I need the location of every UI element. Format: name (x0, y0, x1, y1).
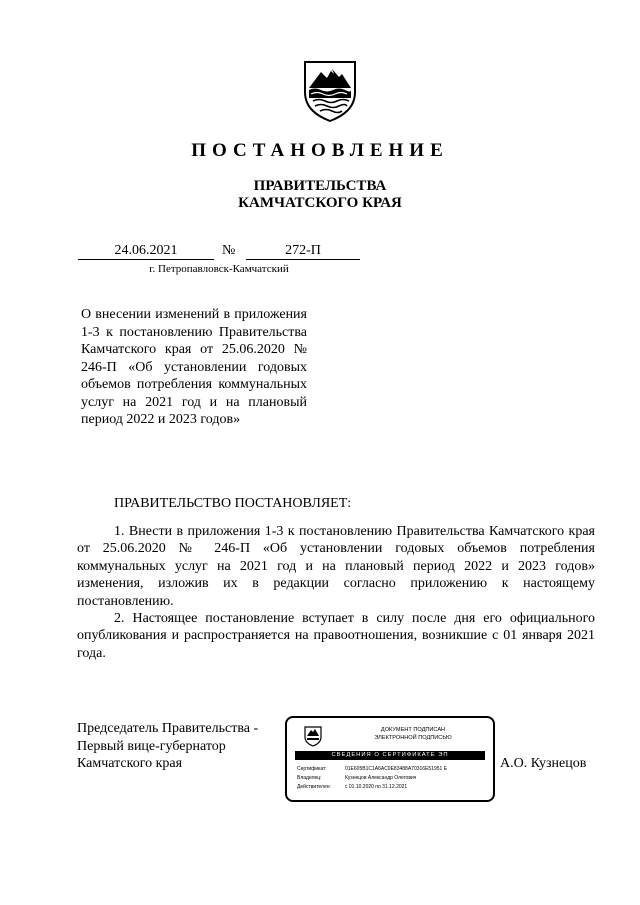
stamp-row-value: с 01.10.2020 по 31.12.2021 (345, 784, 408, 790)
stamp-row-value: Кузнецов Александр Олегович (345, 775, 417, 781)
paragraph-2: 2. Настоящее постановление вступает в силу после дня его официального опубликования и распространяется на правоотношения, возникшие с 01 января 2021 года. (77, 611, 595, 661)
date-underline (78, 259, 214, 260)
stamp-title (333, 727, 493, 742)
decree-heading: ПРАВИТЕЛЬСТВО ПОСТАНОВЛЯЕТ: (114, 496, 352, 511)
registration-line (78, 243, 360, 261)
number-sign: № (222, 243, 236, 258)
stamp-row-label: Действителен: (297, 784, 331, 790)
document-date: 24.06.2021 (114, 243, 178, 258)
signatory-position-line-3: Камчатского края (77, 756, 183, 771)
signatory-name: А.О. Кузнецов (500, 756, 587, 771)
stamp-row-label: Сертификат: (297, 766, 327, 772)
signatory-position-line-2: Первый вице-губернатор (77, 738, 226, 754)
number-underline (246, 259, 360, 260)
stamp-certificate-band: СВЕДЕНИЯ О СЕРТИФИКАТЕ ЭП (295, 751, 485, 760)
city-name: г. Петропавловск-Камчатский (149, 263, 289, 275)
paragraph-1: 1. Внести в приложения 1-3 к постановлению Правительства Камчатского края от 25.06.2020 № 246-П «Об установлении годовых объемов потребления коммунальных услуг на 2021 год и на плановый период 2022 и 2023 годов» изменения, изложив их в редакции согласно приложению к настоящему постановлению. (77, 524, 595, 609)
issuer-line-1: ПРАВИТЕЛЬСТВА (253, 178, 387, 194)
document-number: 272-П (285, 243, 321, 258)
stamp-emblem-icon (303, 725, 323, 747)
coat-of-arms-emblem (301, 58, 359, 124)
stamp-title-line-1: ДОКУМЕНТ ПОДПИСАН (380, 727, 446, 733)
stamp-title-line-2: ЭЛЕКТРОННОЙ ПОДПИСЬЮ (374, 734, 452, 741)
signatory-position-line-1: Председатель Правительства - (77, 721, 259, 736)
issuer-title (0, 178, 640, 212)
stamp-row-value: 01E605B1C1A6AC0E83488A70316E51951 E (345, 766, 448, 772)
signatory-position (77, 720, 258, 773)
electronic-signature-stamp (285, 716, 495, 802)
document-subject: О внесении изменений в приложения 1-3 к постановлению Правительства Камчатского края от 25.06.2020 № 246-П «Об установлении годовых объемов потребления коммунальных услуг на 2021 год и на плановый период 2022 и 2023 годов» (81, 307, 307, 427)
issuer-line-2: КАМЧАТСКОГО КРАЯ (238, 195, 402, 211)
document-type-title: ПОСТАНОВЛЕНИЕ (191, 140, 449, 161)
stamp-row-label: Владелец: (297, 775, 322, 781)
